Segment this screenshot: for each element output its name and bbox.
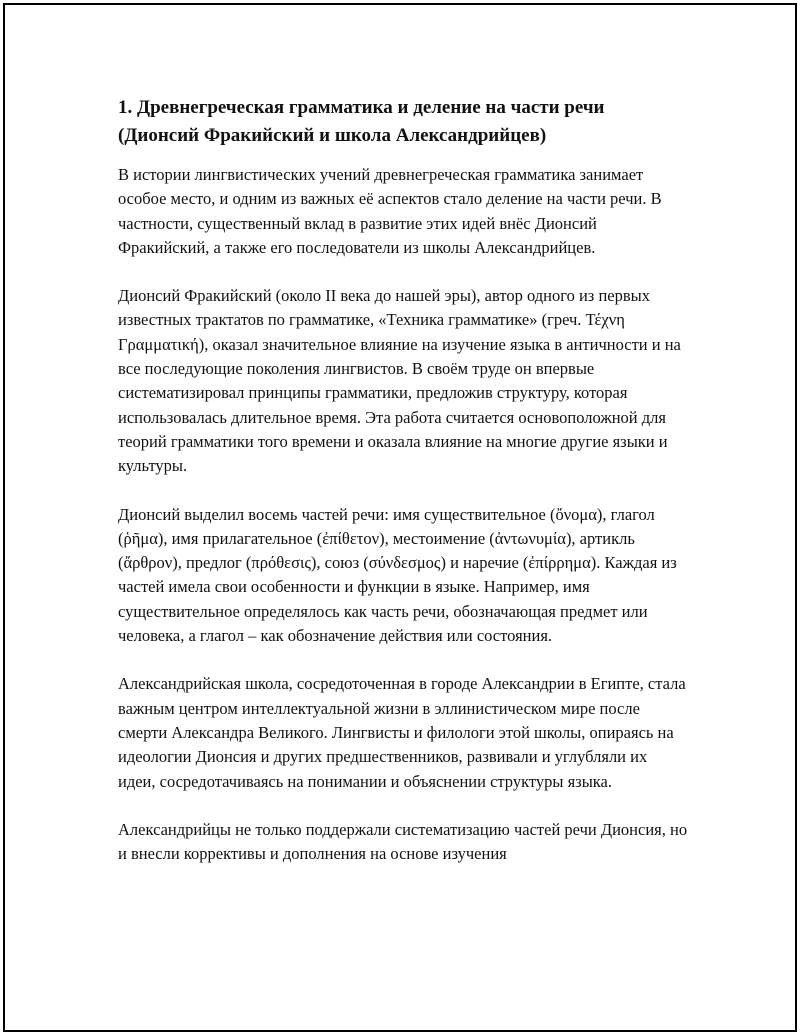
section-heading: 1. Древнегреческая грамматика и деление на части речи (Дионсий Фракийский и школа Александрийцев) <box>118 97 605 146</box>
paragraph-alexandrians: Александрийцы не только поддержали систематизацию частей речи Дионсия, но и внесли коррективы и дополнения на основе изучения <box>118 819 688 864</box>
document-body <box>118 94 688 890</box>
paragraph-intro: В истории лингвистических учений древнегреческая грамматика занимает особое место, и одним из важных её аспектов стало деление на части речи. В частности, существенный вклад в развитие этих идей внёс Дионсий Фракийский, а также его последователи из школы Александрийцев. <box>118 165 662 257</box>
paragraph-alexandrian-school: Александрийская школа, сосредоточенная в городе Александрии в Египте, стала важным центром интеллектуальной жизни в эллинистическом мире после смерти Александра Великого. Лингвисты и филологи этой школы, опираясь на идеологии Дионсия и других предшественников, развивали и углубляли их идеи, сосредотачиваясь на понимании и объяснении структуры языка. <box>118 674 686 791</box>
paragraph-dionysius: Дионсий Фракийский (около II века до нашей эры), автор одного из первых известных трактатов по грамматике, «Техника грамматике» (греч. Τέχνη Γραμματική), оказал значительное влияние на изучение языка в античности и на все последующие поколения лингвистов. В своём труде он впервые систематизировал принципы грамматики, предложив структуру, которая использовалась длительное время. Эта работа считается основоположной для теорий грамматики того времени и оказала влияние на многие другие языки и культуры. <box>118 286 681 476</box>
paragraph-parts-of-speech: Дионсий выделил восемь частей речи: имя существительное (ὄνομα), глагол (ῥῆμα), имя прилагательное (ἐπίθετον), местоимение (ἀντωνυμία), артикль (ἄρθρον), предлог (πρόθεσις), союз (σύνδεσμος) и наречие (ἐπίρρημα). Каждая из частей имела свои особенности и функции в языке. Например, имя существительное определялось как часть речи, обозначающая предмет или человека, а глагол – как обозначение действия или состояния. <box>118 504 677 646</box>
